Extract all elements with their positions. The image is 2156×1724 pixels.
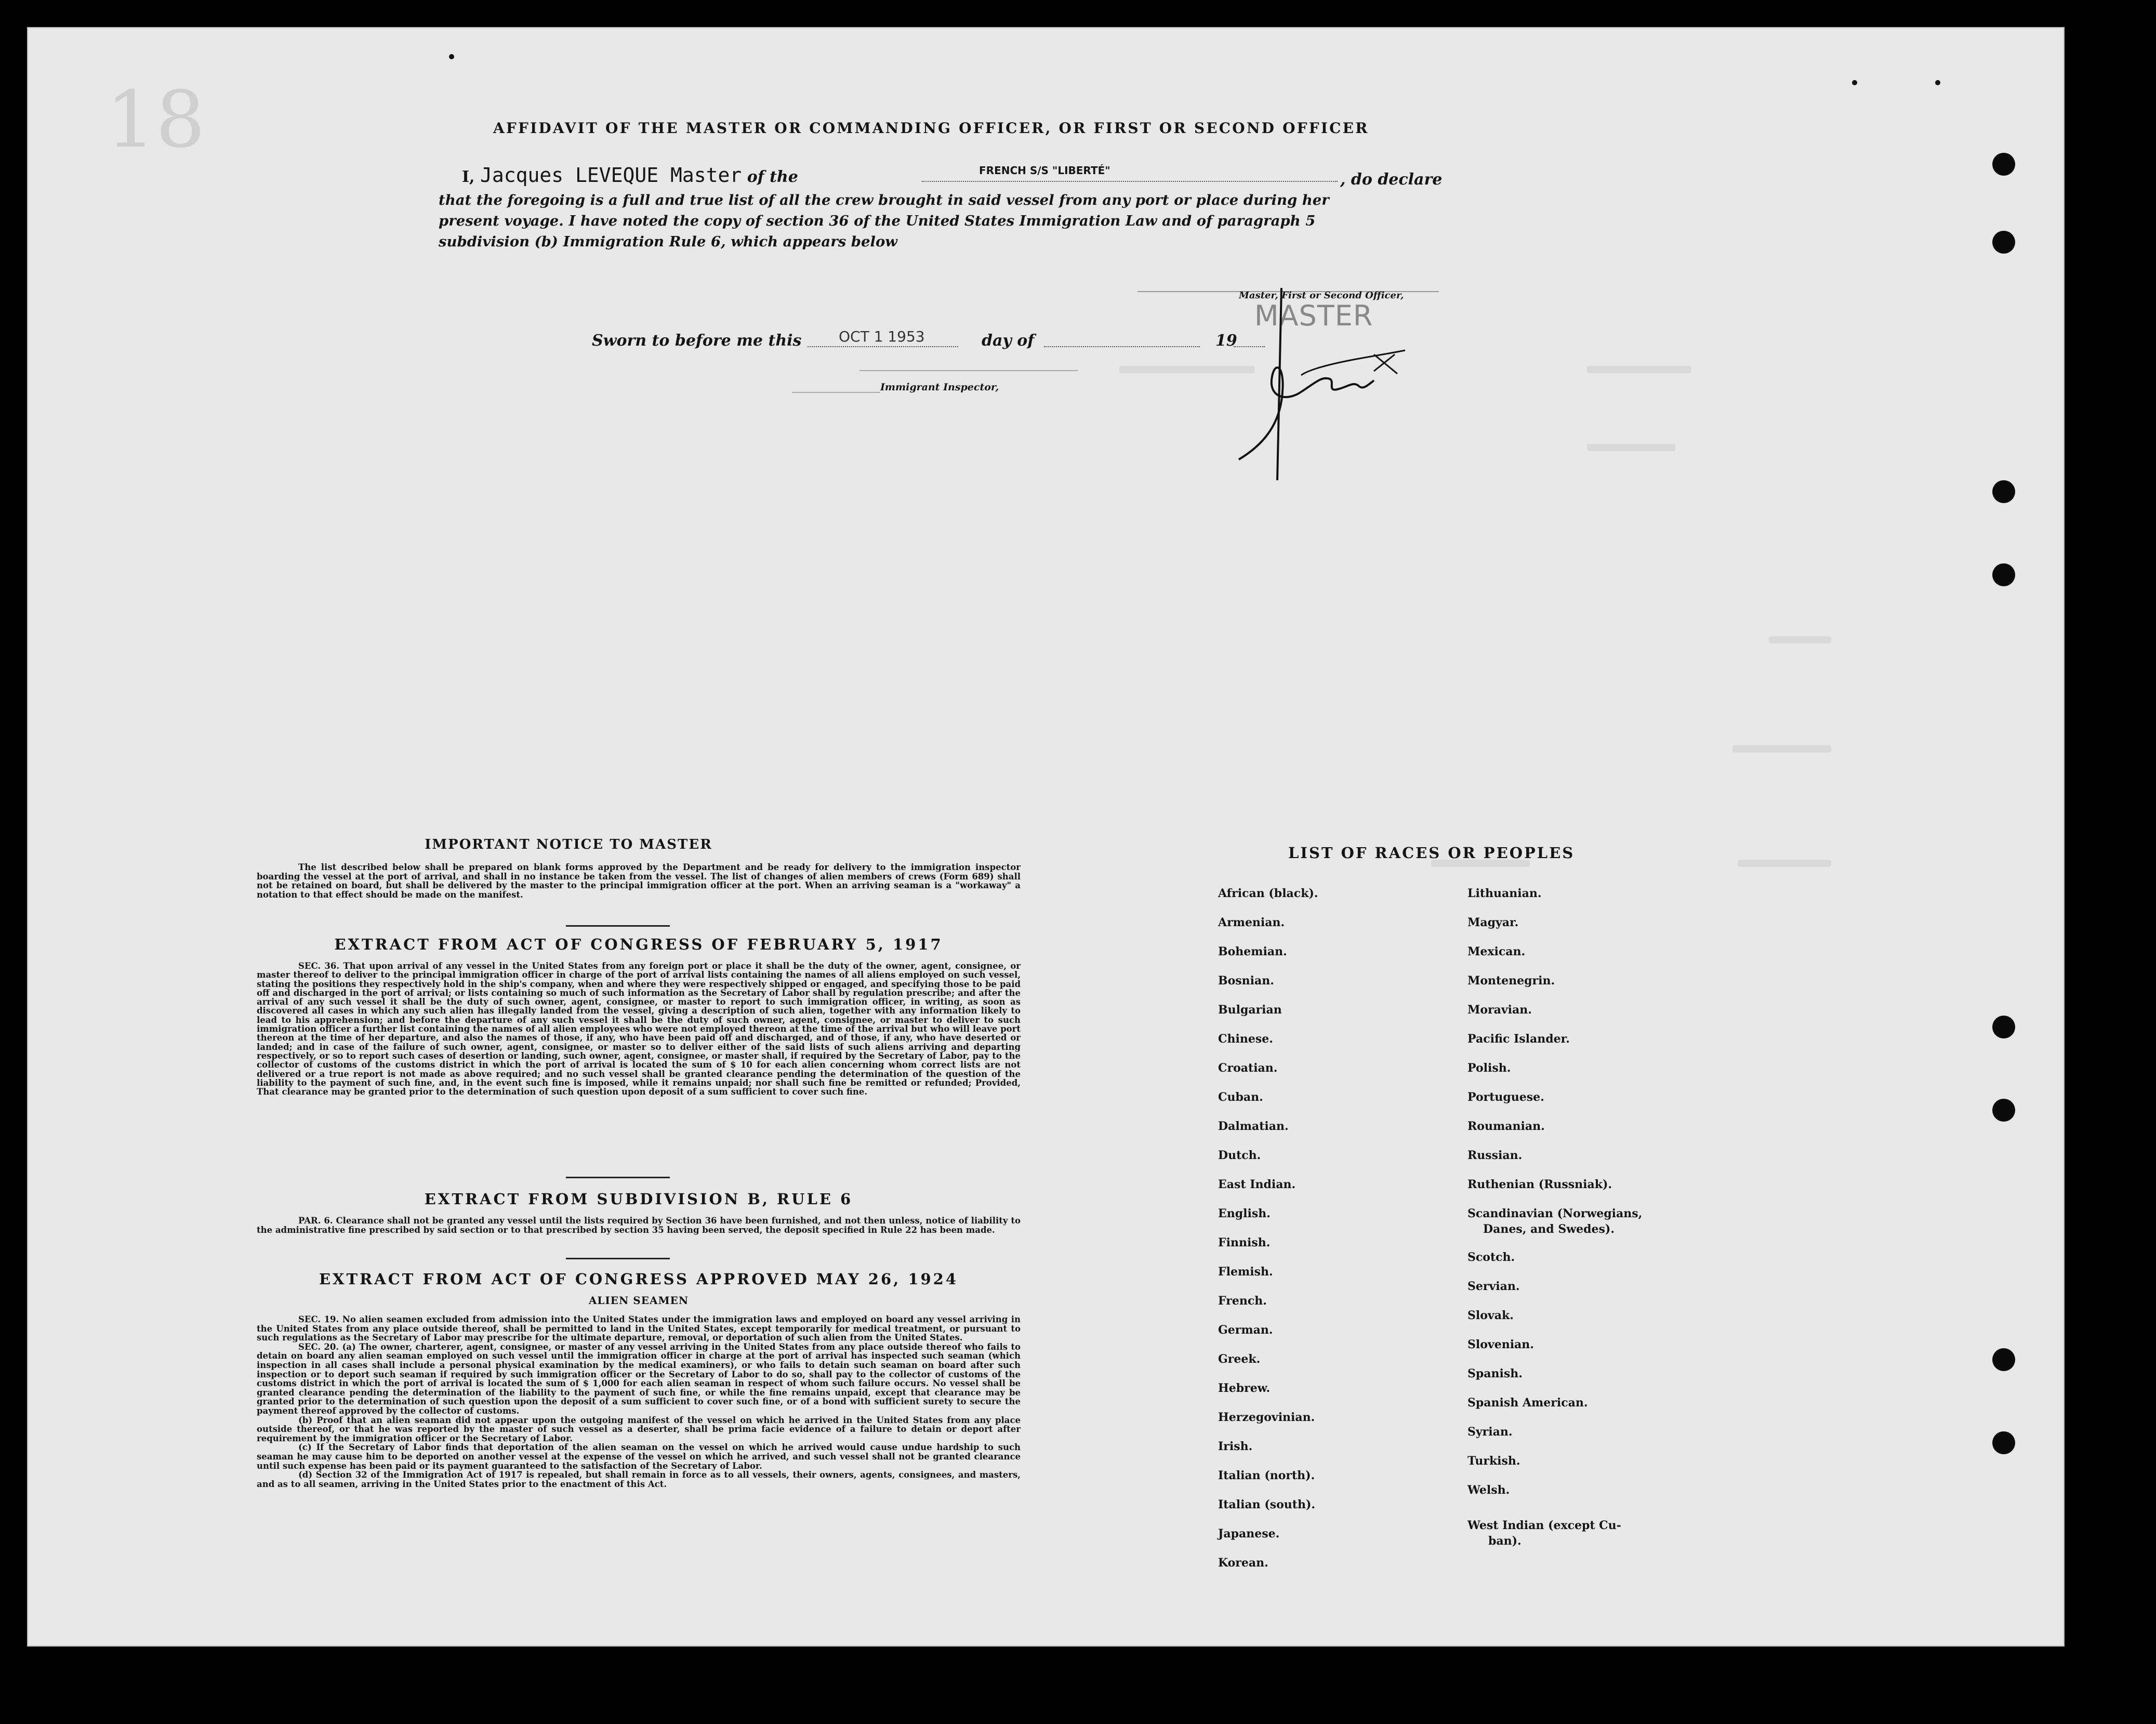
declaration-line-4: subdivision (b) Immigration Rule 6, which appears below <box>439 233 897 250</box>
inspector-line-upper <box>859 370 1078 371</box>
race-left: English. <box>1218 1207 1271 1220</box>
race-right: Welsh. <box>1467 1483 1510 1497</box>
race-right: Russian. <box>1467 1149 1523 1162</box>
races-title: LIST OF RACES OR PEOPLES <box>1288 844 1575 862</box>
speck <box>1935 80 1940 85</box>
race-left: Bohemian. <box>1218 945 1287 958</box>
officer-stamp: MASTER <box>1254 299 1373 332</box>
race-right: Montenegrin. <box>1467 974 1555 988</box>
extract-1924-body <box>257 1315 1021 1489</box>
race-right: Servian. <box>1467 1280 1520 1293</box>
punch-hole <box>1992 1348 2015 1371</box>
master-signature <box>1218 288 1447 491</box>
race-left: East Indian. <box>1218 1178 1296 1191</box>
race-left: Greek. <box>1218 1352 1261 1366</box>
race-left: Bulgarian <box>1218 1003 1282 1017</box>
race-right: Pacific Islander. <box>1467 1032 1570 1046</box>
race-left: French. <box>1218 1294 1267 1308</box>
punch-hole <box>1992 231 2015 254</box>
sec-20d: (d) Section 32 of the Immigration Act of 1917 is repealed, but shall remain in force as to all vessels, their owners, agents, consignees, and masters, and as to all seamen, arriving in the United States prior to the enactment of this Act. <box>257 1470 1021 1489</box>
bleed-through <box>1587 444 1675 451</box>
day-of-text: day of <box>982 332 1035 350</box>
declaration-line-1 <box>462 165 1449 187</box>
race-left: Hebrew. <box>1218 1381 1271 1395</box>
punch-hole <box>1992 1431 2015 1454</box>
master-name: Jacques LEVEQUE Master <box>480 164 742 187</box>
declaration-line-2: that the foregoing is a full and true list of all the crew brought in said vessel from any port or place during her <box>439 192 1329 208</box>
date-stamp: OCT 1 1953 <box>839 328 925 345</box>
race-right: Spanish American. <box>1467 1396 1588 1410</box>
notice-rule <box>566 925 670 927</box>
bleed-through <box>1738 860 1831 867</box>
race-left: Italian (north). <box>1218 1469 1315 1482</box>
race-left: Finnish. <box>1218 1236 1271 1249</box>
race-left: Bosnian. <box>1218 974 1274 988</box>
race-right: Spanish. <box>1467 1367 1523 1380</box>
race-right: Danes, and Swedes). <box>1483 1222 1615 1236</box>
speck <box>449 54 454 59</box>
race-right: Syrian. <box>1467 1425 1513 1439</box>
punch-hole <box>1992 153 2015 176</box>
margin-number: 18 <box>106 75 205 165</box>
notice-title: IMPORTANT NOTICE TO MASTER <box>425 837 712 852</box>
race-left: Japanese. <box>1218 1527 1280 1541</box>
punch-hole <box>1992 1099 2015 1122</box>
race-left: Irish. <box>1218 1440 1253 1453</box>
bleed-through <box>1769 636 1831 643</box>
subdiv-b-body: PAR. 6. Clearance shall not be granted any vessel until the lists required by Section 36 have been furnished, and not then unless, notice of liability to the administrative fine prescribed by said section or to that prescribed by section 35 having been served, the deposit specified in Rule 22 has been made. <box>257 1216 1021 1235</box>
declaration-i: I, <box>462 168 475 186</box>
race-right: ban). <box>1488 1534 1522 1548</box>
race-left: Cuban. <box>1218 1090 1263 1104</box>
notice-body: The list described below shall be prepared on blank forms approved by the Department and be ready for delivery to the immigration inspector boarding the vessel at the port of arrival, and shall in no instance be taken from the vessel. The list of changes of alien members of crews (Form 689) shall not be retained on board, but shall be delivered by the master to the principal immigration officer at the port. When an arriving seaman is a "workaway" a notation to that effect should be made on the manifest. <box>257 862 1021 900</box>
race-left: Korean. <box>1218 1556 1268 1570</box>
race-left: Dalmatian. <box>1218 1120 1289 1133</box>
punch-hole <box>1992 1016 2015 1038</box>
race-left: Herzegovinian. <box>1218 1411 1315 1424</box>
declaration-line-3: present voyage. I have noted the copy of section 36 of the United States Immigration Law and of paragraph 5 <box>439 213 1316 229</box>
race-left: Croatian. <box>1218 1061 1278 1075</box>
sec-19: SEC. 19. No alien seamen excluded from admission into the United States under the immigration laws and employed on board any vessel arriving in the United States from any place outside thereof, shall be permitted to land in the United States, except temporarily for medical treatment, or pursuant to such regulations as the Secretary of Labor may prescribe for the ultimate departure, removal, or deportation of such alien from the United States. <box>257 1314 1021 1343</box>
race-left: German. <box>1218 1323 1273 1337</box>
race-right: Roumanian. <box>1467 1120 1545 1133</box>
sec-20b: (b) Proof that an alien seaman did not appear upon the outgoing manifest of the vessel on which he arrived in the United States from any place outside thereof, or that he was reported by the master of such vessel as a deserter, shall be prima facie evidence of a failure to detain or deport after requirement by the immigration officer or the Secretary of Labor. <box>257 1415 1021 1443</box>
race-right: West Indian (except Cu- <box>1467 1519 1621 1532</box>
vessel-underline <box>922 181 1338 182</box>
race-left: Armenian. <box>1218 916 1285 929</box>
extract-1917-body: SEC. 36. That upon arrival of any vessel in the United States from any foreign port or place it shall be the duty of the owner, agent, consignee, or master thereof to deliver to the principal immigration officer in charge of the port of arrival lists containing the names of all aliens employed on such vessel, stating the positions they respectively hold in the ship's company, when and where they were respectively shipped or engaged, and specifying those to be paid off and discharged in the port of arrival; or lists containing so much of such information as the Secretary of Labor shall by regulation prescribe; and after the arrival of any such vessel it shall be the duty of such owner, agent, consignee, or master to report to such immigration officer, in writing, as soon as discovered all cases in which any such alien has illegally landed from the vessel, giving a description of such alien, together with any information likely to lead to his apprehension; and before the departure of any such vessel it shall be the duty of such owner, agent, consignee, or master to deliver to such immigration officer a further list containing the names of all alien employees who were not employed thereon at the time of the arrival but who will leave port thereon at the time of her departure, and also the names of those, if any, who have been paid off and discharged, and of those, if any, who have deserted or landed; and in case of the failure of such owner, agent, consignee, or master so to deliver either of the said lists of such aliens arriving and departing respectively, or so to report such cases of desertion or landing, such owner, agent, consignee, or master shall, if required by the Secretary of Labor, pay to the collector of customs of the customs district in which the port of arrival is located the sum of $ 10 for each alien concerning whom correct lists are not delivered or a true report is not made as above required; and no such vessel shall be granted clearance pending the determination of the question of the liability to the payment of such fine, and, in the event such fine is imposed, while it remains unpaid; nor shall such fine be remitted or refunded; Provided, That clearance may be granted prior to the determination of such question upon deposit of a sum sufficient to cover such fine. <box>257 961 1021 1097</box>
extract-1924-subtitle: ALIEN SEAMEN <box>588 1294 689 1307</box>
inspector-line <box>792 392 880 393</box>
race-right: Slovenian. <box>1467 1338 1534 1351</box>
race-right: Portuguese. <box>1467 1090 1544 1104</box>
race-right: Lithuanian. <box>1467 887 1542 900</box>
extract-1917-title: EXTRACT FROM ACT OF CONGRESS OF FEBRUARY 5, 1917 <box>334 936 943 953</box>
day-underline <box>1044 346 1200 347</box>
race-right: Scotch. <box>1467 1251 1515 1264</box>
sworn-date-underline <box>808 346 958 347</box>
race-left: Dutch. <box>1218 1149 1261 1162</box>
subdiv-b-rule <box>566 1258 670 1259</box>
year-text: 19 <box>1215 332 1237 350</box>
bleed-through <box>1732 745 1831 753</box>
race-right: Polish. <box>1467 1061 1511 1075</box>
document-page <box>27 27 2065 1647</box>
affidavit-heading: AFFIDAVIT OF THE MASTER OR COMMANDING OFFICER, OR FIRST OR SECOND OFFICER <box>493 120 1369 137</box>
officer-caption: Master, First or Second Officer, <box>1239 290 1404 301</box>
race-left: African (black). <box>1218 887 1318 900</box>
declaration-declare: , do declare <box>1340 170 1443 189</box>
punch-hole <box>1992 563 2015 586</box>
race-right: Magyar. <box>1467 916 1519 929</box>
race-right: Turkish. <box>1467 1454 1520 1468</box>
speck <box>1852 80 1857 85</box>
race-right: Mexican. <box>1467 945 1526 958</box>
sworn-text: Sworn to before me this <box>592 332 802 350</box>
race-right: Scandinavian (Norwegians, <box>1467 1207 1643 1220</box>
race-right: Ruthenian (Russniak). <box>1467 1178 1612 1191</box>
sec-20c: (c) If the Secretary of Labor finds that deportation of the alien seaman on the vessel on which he arrived would cause undue hardship to such seaman he may cause him to be deported on another vessel at the expense of the vessel on which he arrived, and such vessel shall not be granted clearance until such expense has been paid or its payment guaranteed to the satisfaction of the Secretary of Labor. <box>257 1442 1021 1471</box>
race-left: Italian (south). <box>1218 1498 1316 1511</box>
race-right: Moravian. <box>1467 1003 1532 1017</box>
declaration-of-the: of the <box>747 168 798 186</box>
subdiv-b-title: EXTRACT FROM SUBDIVISION B, RULE 6 <box>424 1190 853 1208</box>
extract-1924-title: EXTRACT FROM ACT OF CONGRESS APPROVED MAY 26, 1924 <box>319 1270 959 1288</box>
race-left: Chinese. <box>1218 1032 1273 1046</box>
extract-1917-rule <box>566 1177 670 1178</box>
race-right: Slovak. <box>1467 1309 1514 1322</box>
sec-20a: SEC. 20. (a) The owner, charterer, agent, consignee, or master of any vessel arriving in the United States from any place outside thereof who fails to detain on board any alien seaman employed on such vessel until the immigration officer in charge at the port of arrival has inspected such seaman (which inspection in all cases shall include a personal physical examination by the medical examiners), or who fails to detain such seaman on board after such inspection or to deport such seaman if required by such immigration officer or the Secretary of Labor to do so, shall pay to the collector of customs of the customs district in which the port of arrival is located the sum of $ 1,000 for each alien seaman in respect of whom such failure occurs. No vessel shall be granted clearance pending the determination of the liability to the payment of such fine, or while the fine remains unpaid, except that clearance may be granted prior to the determination of such question upon the deposit of a sum sufficient to cover such fine, or of a bond with sufficient surety to secure the payment thereof approved by the collector of customs. <box>257 1341 1021 1416</box>
punch-hole <box>1992 480 2015 503</box>
vessel-name: FRENCH S/S "LIBERTÉ" <box>979 164 1110 177</box>
race-left: Flemish. <box>1218 1265 1273 1279</box>
inspector-caption: Immigrant Inspector, <box>880 381 999 393</box>
bleed-through <box>1587 366 1691 373</box>
